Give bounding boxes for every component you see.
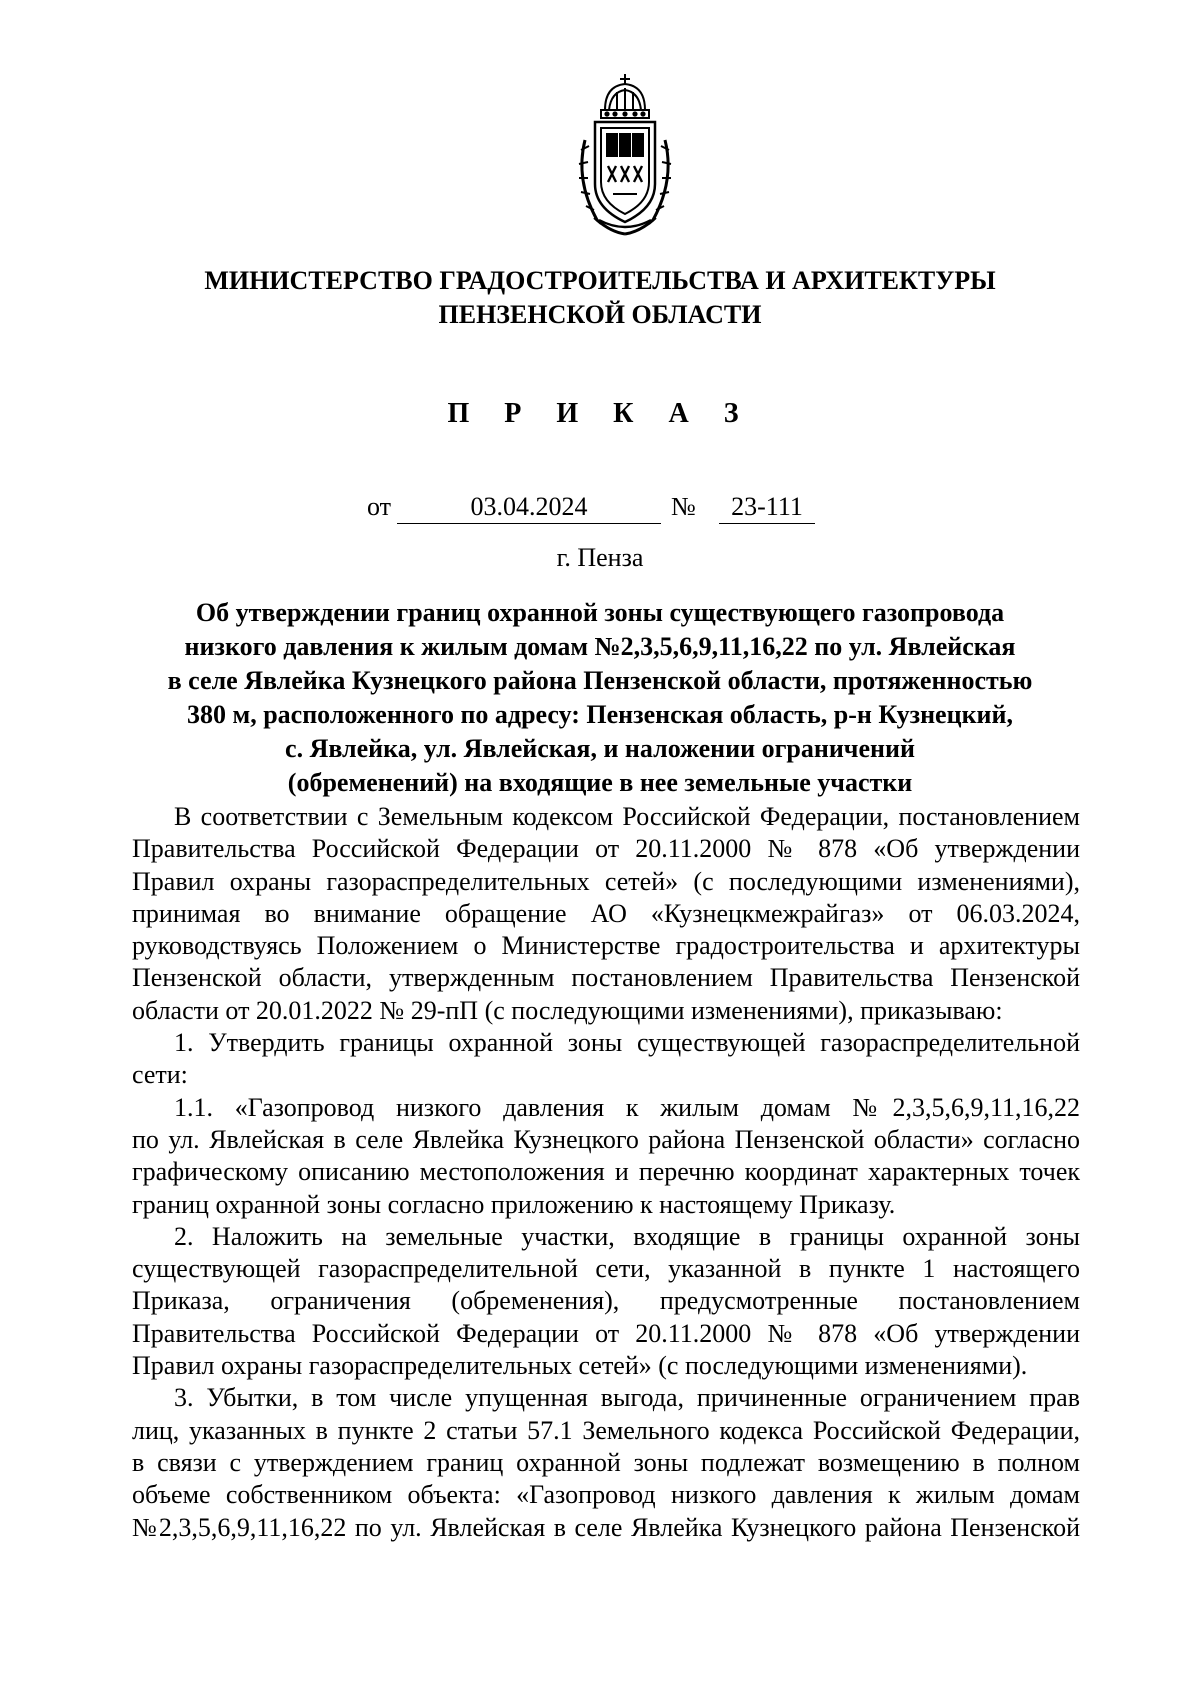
number-label: № [671, 492, 696, 521]
body-line: области от 20.01.2022 № 29-пП (с последующими изменениями), приказываю: [132, 995, 1003, 1025]
body-line: границ охранной зоны согласно приложению к настоящему Приказу. [132, 1189, 896, 1219]
body-line: по ул. Явлейская в селе Явлейка Кузнецкого района Пензенской области» согласно [132, 1124, 1080, 1154]
coat-of-arms-icon [565, 70, 685, 238]
body-line: руководствуясь Положением о Министерстве градостроительства и архитектуры [132, 931, 1080, 961]
body-line: 1. Утвердить границы охранной зоны существующей газораспределительной [174, 1028, 1080, 1058]
subject-line: 380 м, расположенного по адресу: Пензенская область, р-н Кузнецкий, [186, 700, 1014, 729]
order-subject [120, 596, 1080, 800]
body-line: графическому описанию местоположения и перечню координат характерных точек [132, 1157, 1080, 1187]
body-line: Правительства Российской Федерации от 20.11.2000 № 878 «Об утверждении [132, 1318, 1080, 1348]
body-line: 3. Убытки, в том числе упущенная выгода, причиненные ограничением прав [174, 1383, 1080, 1413]
subject-line: в селе Явлейка Кузнецкого района Пензенской области, протяженностью [167, 666, 1033, 695]
body-line: 2. Наложить на земельные участки, входящие в границы охранной зоны [174, 1221, 1080, 1251]
body-line: №2,3,5,6,9,11,16,22 по ул. Явлейская в селе Явлейка Кузнецкого района Пензенской [132, 1512, 1080, 1542]
body-line: существующей газораспределительной сети, указанной в пункте 1 настоящего [132, 1254, 1080, 1284]
body-line: 1.1. «Газопровод низкого давления к жилым домам №2,3,5,6,9,11,16,22 [174, 1092, 1080, 1122]
body-line: сети: [132, 1060, 188, 1090]
body-line: Правил охраны газораспределительных сетей» (с последующими изменениями). [132, 1351, 1028, 1381]
body-line: объеме собственником объекта: «Газопровод низкого давления к жилым домам [132, 1480, 1080, 1510]
order-date: 03.04.2024 [397, 492, 661, 524]
subject-line: с. Явлейка, ул. Явлейская, и наложении ограничений [285, 734, 915, 763]
document-type-title: П Р И К А З [447, 398, 753, 429]
order-body [132, 801, 1080, 1544]
body-line: В соответствии с Земельным кодексом Российской Федерации, постановлением [174, 802, 1080, 831]
ministry-name-line1: МИНИСТЕРСТВО ГРАДОСТРОИТЕЛЬСТВА И АРХИТЕКТУРЫ [204, 266, 996, 295]
subject-line: низкого давления к жилым домам №2,3,5,6,9,11,16,22 по ул. Явлейская [184, 632, 1016, 661]
body-line: Правил охраны газораспределительных сетей» (с последующими изменениями), [132, 866, 1080, 896]
date-label: от [367, 492, 392, 521]
body-line: Пензенской области, утвержденным постановлением Правительства Пензенской [132, 963, 1080, 993]
subject-line: (обременений) на входящие в нее земельные участки [287, 768, 913, 797]
order-city: г. Пенза [556, 543, 644, 572]
ministry-name-line2: ПЕНЗЕНСКОЙ ОБЛАСТИ [438, 300, 762, 329]
order-number: 23-111 [719, 492, 815, 524]
subject-line: Об утверждении границ охранной зоны существующего газопровода [195, 598, 1005, 627]
body-line: Правительства Российской Федерации от 20.11.2000 № 878 «Об утверждении [132, 834, 1080, 864]
body-line: в связи с утверждением границ охранной зоны подлежат возмещению в полном [132, 1447, 1080, 1477]
body-line: принимая во внимание обращение АО «Кузнецкмежрайгаз» от 06.03.2024, [132, 898, 1080, 928]
body-line: Приказа, ограничения (обременения), предусмотренные постановлением [132, 1286, 1080, 1316]
body-line: лиц, указанных в пункте 2 статьи 57.1 Земельного кодекса Российской Федерации, [132, 1415, 1080, 1445]
